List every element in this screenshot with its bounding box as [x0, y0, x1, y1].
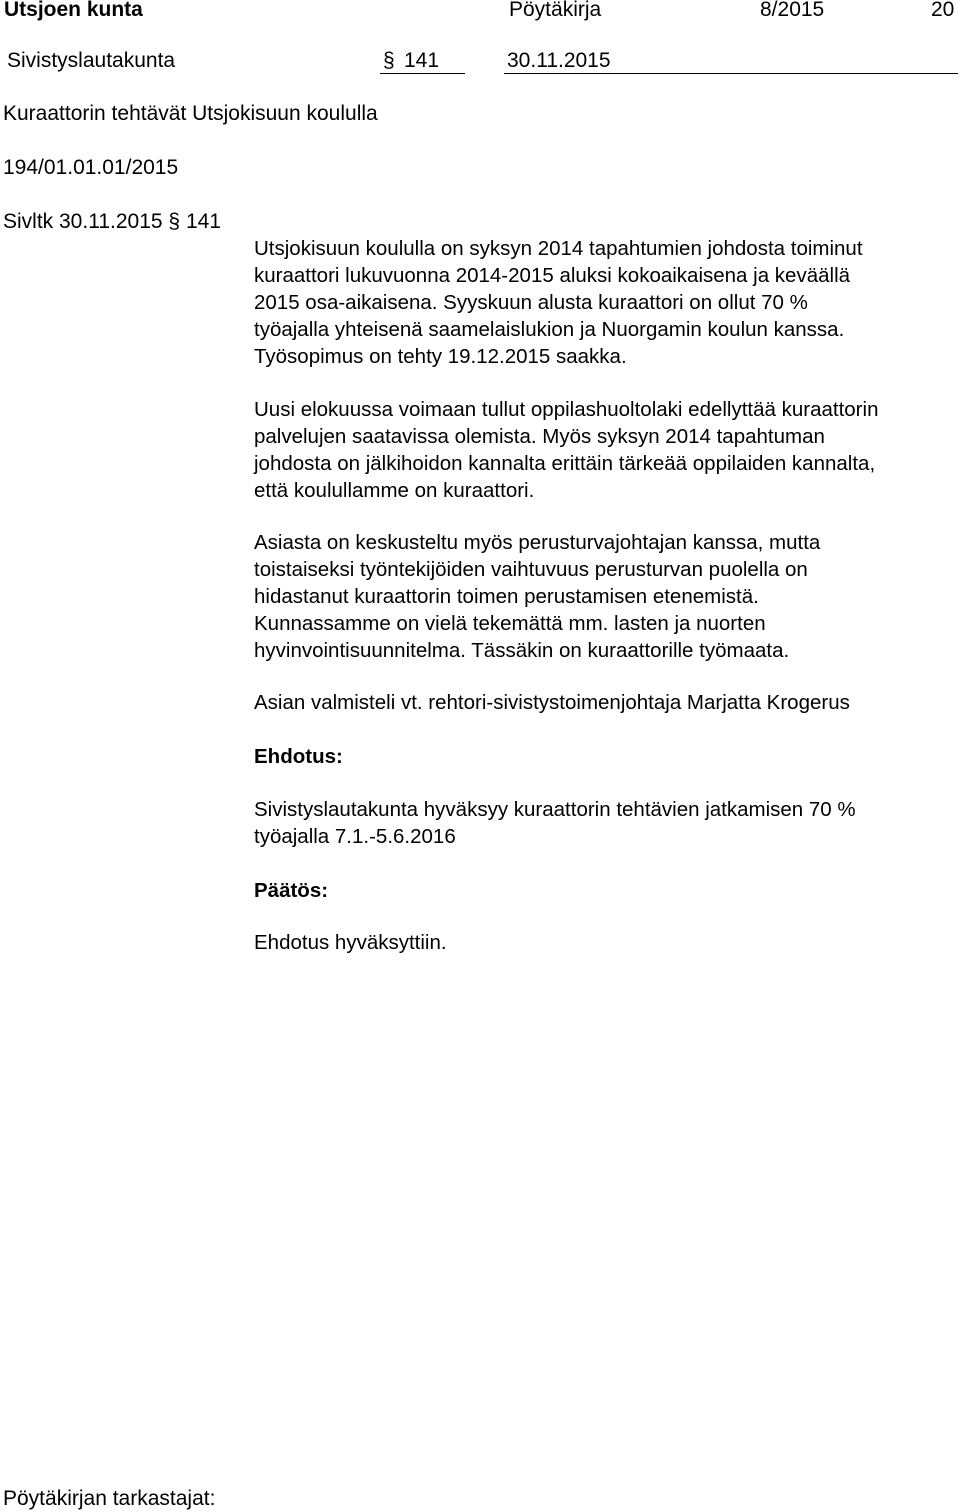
- page-number: 20: [931, 0, 955, 21]
- document-type: Pöytäkirja: [509, 0, 602, 21]
- meeting-date: 30.11.2015: [507, 49, 611, 72]
- record-id: 194/01.01.01/2015: [3, 156, 179, 179]
- text-line: työajalla yhteisenä saamelaislukion ja Nuorgamin koulun kanssa.: [254, 318, 845, 341]
- reference-section-sign: §: [168, 210, 181, 233]
- section-sign: §: [383, 49, 395, 72]
- page-title: Kuraattorin tehtävät Utsjokisuun koululla: [3, 102, 378, 125]
- text-line: työajalla 7.1.-5.6.2016: [254, 825, 456, 848]
- text-line: Utsjokisuun koululla on syksyn 2014 tapahtumien johdosta toiminut: [254, 237, 863, 260]
- text-line: toistaiseksi työntekijöiden vaihtuvuus perusturvan puolella on: [254, 558, 808, 581]
- text-line: 2015 osa-aikaisena. Syyskuun alusta kuraattori on ollut 70 %: [254, 291, 808, 314]
- text-line: hyvinvointisuunnitelma. Tässäkin on kuraattorille työmaata.: [254, 639, 790, 662]
- proposal-text: [254, 796, 960, 850]
- paragraph-discussion: [254, 529, 960, 664]
- committee-name: Sivistyslautakunta: [7, 49, 176, 72]
- text-line: Kunnassamme on vielä tekemättä mm. lasten ja nuorten: [254, 612, 766, 635]
- section-number: 141: [404, 49, 440, 72]
- prepared-by: Asian valmisteli vt. rehtori-sivistystoimenjohtaja Marjatta Krogerus: [254, 691, 850, 714]
- text-line: johdosta on jälkihoidon kannalta erittäin tärkeää oppilaiden kannalta,: [254, 452, 876, 475]
- reference-prefix: Sivltk 30.11.2015: [3, 210, 163, 233]
- reference-line: [3, 209, 221, 235]
- decision-heading: Päätös:: [254, 879, 329, 902]
- paragraph-background: [254, 235, 960, 370]
- text-line: Sivistyslautakunta hyväksyy kuraattorin tehtävien jatkamisen 70 %: [254, 798, 856, 821]
- text-line: Uusi elokuussa voimaan tullut oppilashuoltolaki edellyttää kuraattorin: [254, 398, 879, 421]
- text-line: palvelujen saatavissa olemista. Myös syksyn 2014 tapahtuman: [254, 425, 825, 448]
- document-number: 8/2015: [760, 0, 825, 21]
- proposal-heading: Ehdotus:: [254, 745, 343, 768]
- text-line: että koulullamme on kuraattori.: [254, 479, 535, 502]
- meeting-date-field: [504, 48, 958, 74]
- section-field: [380, 48, 465, 74]
- text-line: Työsopimus on tehty 19.12.2015 saakka.: [254, 345, 627, 368]
- minutes-reviewers-label: Pöytäkirjan tarkastajat:: [3, 1487, 216, 1510]
- text-line: Asiasta on keskusteltu myös perusturvajohtajan kanssa, mutta: [254, 531, 821, 554]
- municipality-name: Utsjoen kunta: [4, 0, 143, 21]
- decision-text: Ehdotus hyväksyttiin.: [254, 931, 447, 954]
- text-line: hidastanut kuraattorin toimen perustamisen etenemistä.: [254, 585, 759, 608]
- paragraph-legislation: [254, 396, 960, 504]
- text-line: kuraattori lukuvuonna 2014-2015 aluksi kokoaikaisena ja keväällä: [254, 264, 851, 287]
- reference-section-number: 141: [185, 210, 221, 233]
